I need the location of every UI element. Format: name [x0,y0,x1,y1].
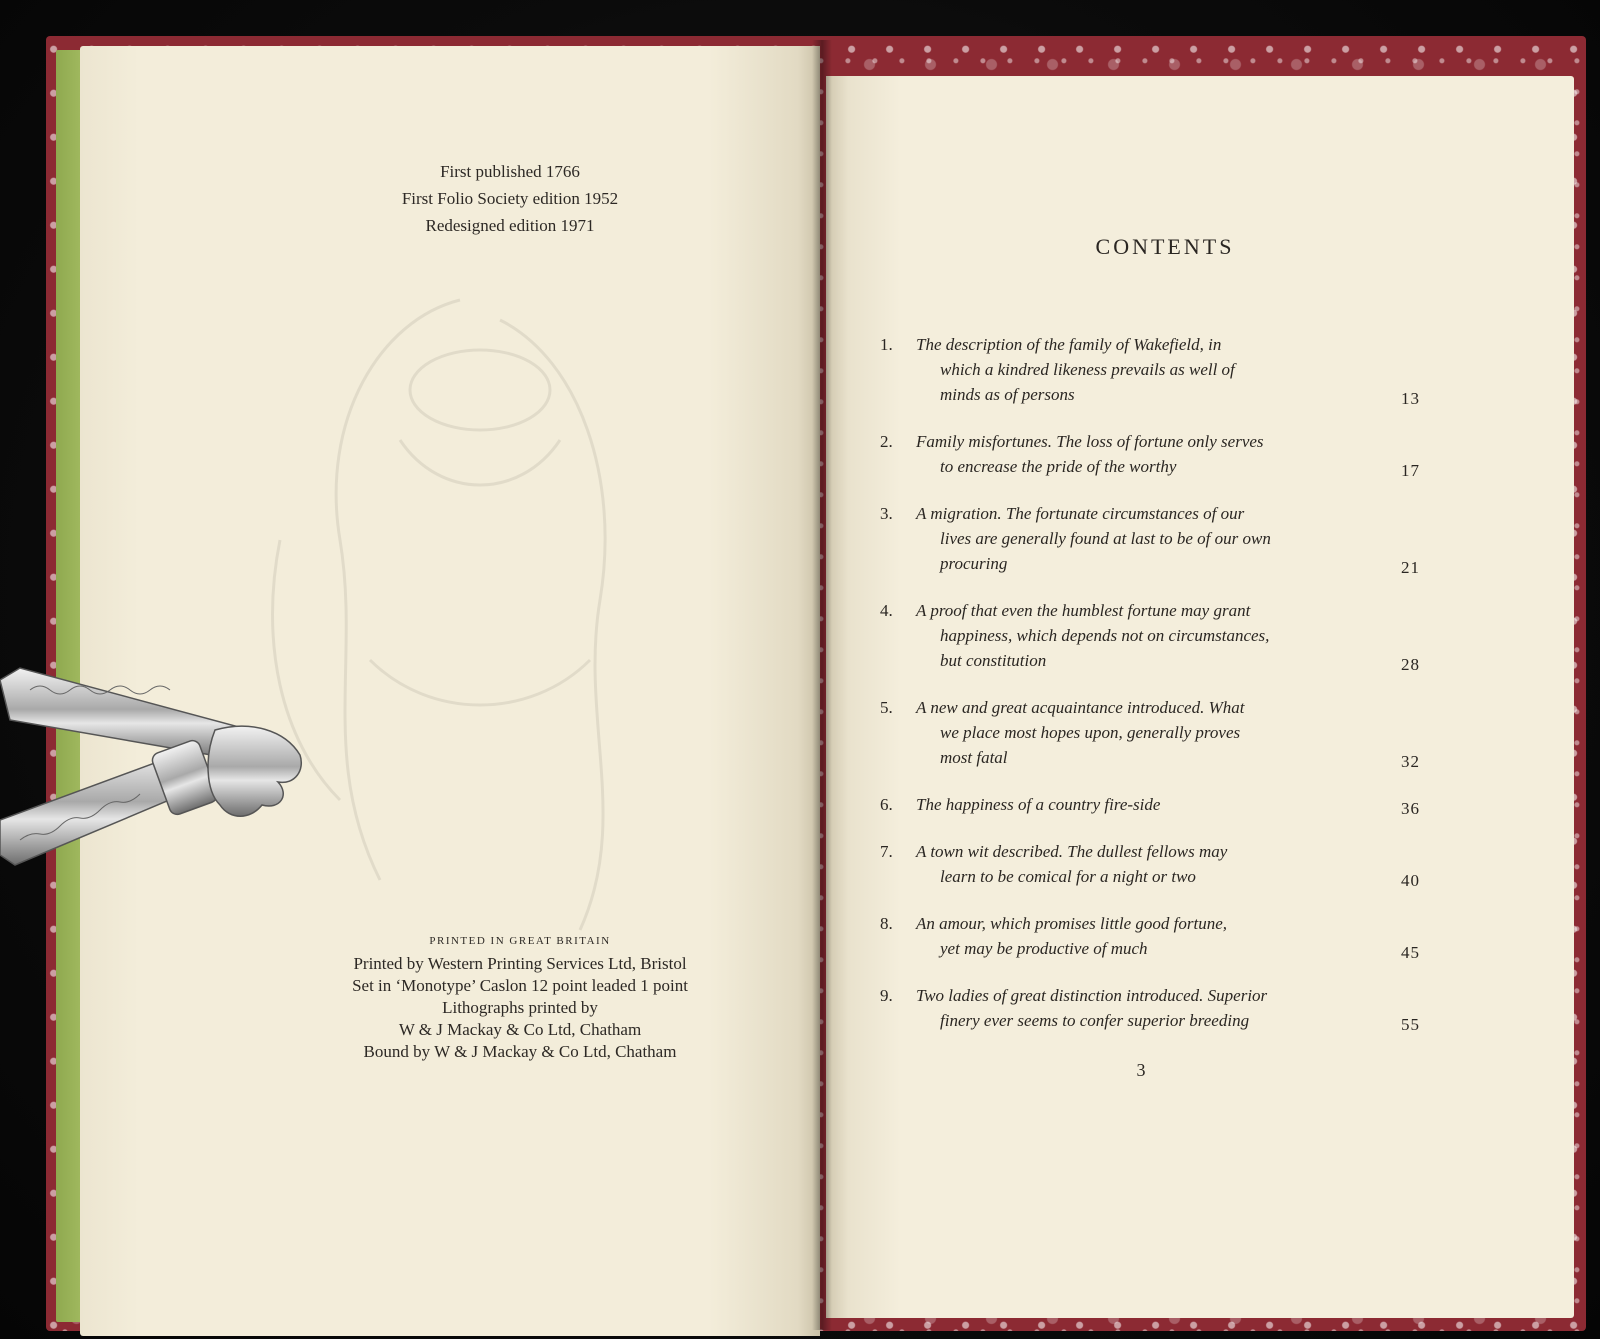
chapter-title-line: A migration. The fortunate circumstances of our [916,504,1245,523]
toc-entry [880,501,1420,576]
toc-entry [880,792,1420,817]
chapter-title [916,792,1344,817]
imprint-line: Set in ‘Monotype’ Caslon 12 point leaded 1 point [352,976,688,995]
chapter-title-line: Two ladies of great distinction introduced. Superior [916,986,1268,1005]
chapter-title [916,429,1344,479]
chapter-page-number: 21 [1401,558,1420,577]
chapter-number: 7. [880,842,893,861]
chapter-title-line: procuring [940,554,1008,573]
toc-entry [880,839,1420,889]
toc-entry [880,983,1420,1033]
chapter-title [916,598,1344,673]
chapter-title [916,501,1344,576]
chapter-page-number: 28 [1401,655,1420,674]
chapter-number: 9. [880,986,893,1005]
chapter-title-line: The happiness of a country fire-side [916,795,1161,814]
chapter-title-line: minds as of persons [940,385,1075,404]
chapter-title-line: most fatal [940,748,1008,767]
toc-entry [880,911,1420,961]
page-number: 3 [1136,1060,1146,1080]
chapter-title-line: learn to be comical for a night or two [940,867,1196,886]
chapter-title [916,983,1344,1033]
chapter-title-line: happiness, which depends not on circumstances, [940,626,1270,645]
imprint-line: Bound by W & J Mackay & Co Ltd, Chatham [363,1042,677,1061]
chapter-title-line: Family misfortunes. The loss of fortune only serves [916,432,1264,451]
first-published: First published 1766 [440,162,580,181]
chapter-title-line: we place most hopes upon, generally proves [940,723,1241,742]
chapter-title [916,911,1344,961]
redesigned-edition: Redesigned edition 1971 [425,216,595,235]
chapter-number: 1. [880,335,893,354]
table-of-contents [880,332,1420,1055]
toc-entry [880,429,1420,479]
first-folio-edition: First Folio Society edition 1952 [401,189,619,208]
imprint-line: Lithographs printed by [442,998,598,1017]
toc-entry [880,332,1420,407]
printed-in-label: PRINTED IN GREAT BRITAIN [429,935,611,947]
chapter-page-number: 36 [1401,799,1420,818]
chapter-title-line: which a kindred likeness prevails as well of [940,360,1235,379]
chapter-number: 8. [880,914,893,933]
chapter-page-number: 40 [1401,871,1420,890]
imprint-top [340,158,680,239]
chapter-page-number: 17 [1401,461,1420,480]
imprint-line: Printed by Western Printing Services Ltd, Bristol [353,954,687,973]
imprint-line: W & J Mackay & Co Ltd, Chatham [398,1020,642,1039]
chapter-number: 6. [880,795,893,814]
chapter-title-line: finery ever seems to confer superior breeding [940,1011,1250,1030]
chapter-number: 4. [880,601,893,620]
chapter-number: 3. [880,504,893,523]
book-gutter [812,40,832,1330]
chapter-page-number: 45 [1401,943,1420,962]
chapter-title-line: A proof that even the humblest fortune may grant [916,601,1251,620]
chapter-number: 5. [880,698,893,717]
chapter-page-number: 32 [1401,752,1420,771]
chapter-title [916,695,1344,770]
contents-heading: CONTENTS [1095,234,1235,259]
chapter-title-line: The description of the family of Wakefield, in [916,335,1222,354]
imprint-bottom [300,935,740,1063]
chapter-number: 2. [880,432,893,451]
chapter-title-line: A town wit described. The dullest fellows may [916,842,1228,861]
chapter-title [916,332,1344,407]
toc-entry [880,695,1420,770]
chapter-page-number: 13 [1401,389,1420,408]
chapter-title-line: An amour, which promises little good fortune, [916,914,1228,933]
chapter-title-line: lives are generally found at last to be of our own [940,529,1271,548]
chapter-title-line: but constitution [940,651,1047,670]
chapter-title-line: A new and great acquaintance introduced. What [916,698,1245,717]
chapter-title-line: to encrease the pride of the worthy [940,457,1177,476]
chapter-title [916,839,1344,889]
toc-entry [880,598,1420,673]
chapter-title-line: yet may be productive of much [940,939,1148,958]
hand-bookmark-clip-icon [0,660,330,890]
chapter-page-number: 55 [1401,1015,1420,1034]
